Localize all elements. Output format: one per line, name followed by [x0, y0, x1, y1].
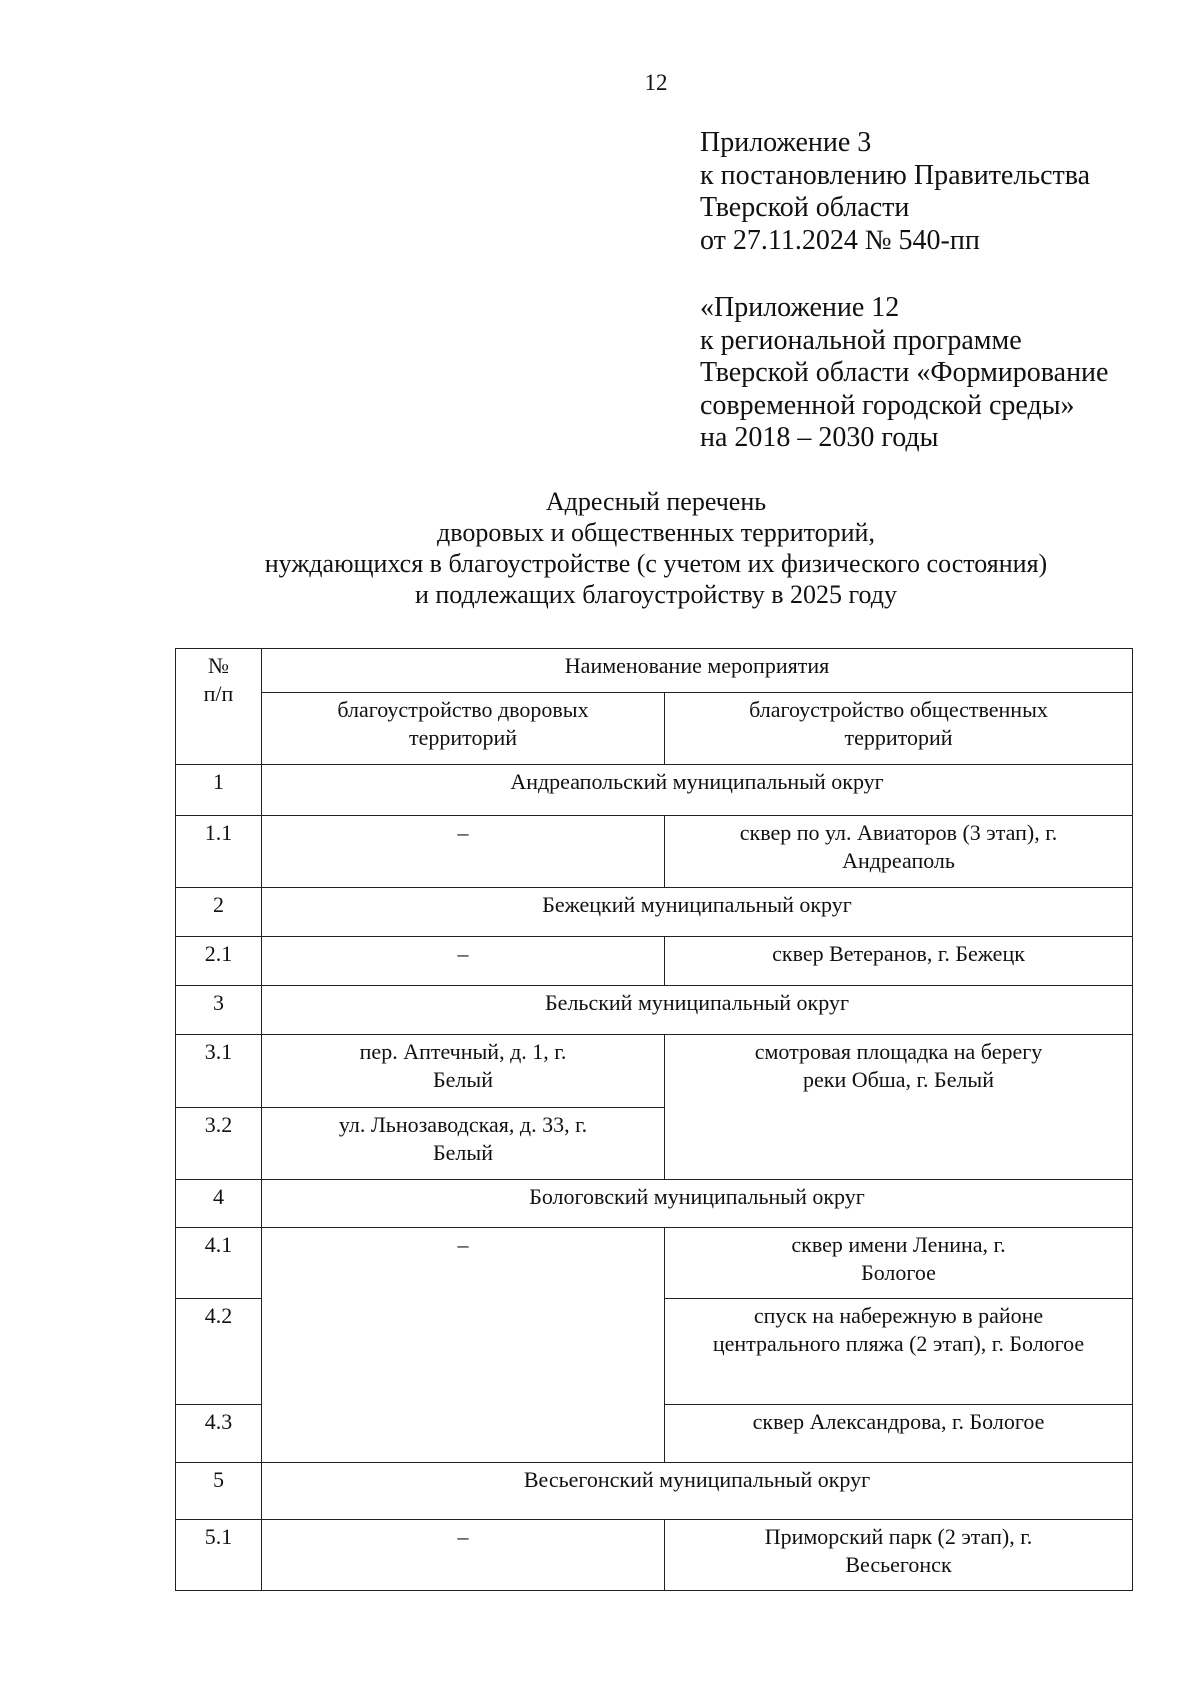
row-number: 1.1	[176, 816, 262, 888]
header-number-label: № п/п	[203, 653, 234, 706]
header-public-label: благоустройство общественных территорий	[749, 697, 1048, 750]
district-number: 3	[176, 986, 262, 1035]
district-name: Бежецкий муниципальный округ	[262, 888, 1133, 937]
title-line: Адресный перечень	[545, 487, 767, 516]
table-row	[176, 1035, 1133, 1108]
district-row	[176, 765, 1133, 816]
district-number: 5	[176, 1463, 262, 1520]
public-cell-text: спуск на набережную в районе центрального пляжа (2 этап), г. Бологое	[712, 1303, 1085, 1356]
table-row	[176, 937, 1133, 986]
district-number: 2	[176, 888, 262, 937]
header-number-cell	[176, 649, 262, 765]
appendix-quote-line: «Приложение 12	[700, 292, 900, 323]
public-cell	[665, 816, 1133, 888]
header-public-cell	[665, 693, 1133, 765]
district-name: Андреапольский муниципальный округ	[262, 765, 1133, 816]
public-cell-text: сквер имени Ленина, г. Бологое	[791, 1232, 1006, 1285]
row-number: 2.1	[176, 937, 262, 986]
table-row	[176, 816, 1133, 888]
row-number: 3.1	[176, 1035, 262, 1108]
appendix-quote	[700, 292, 1170, 455]
yard-cell-text: пер. Аптечный, д. 1, г. Белый	[359, 1039, 567, 1092]
row-number: 4.3	[176, 1405, 262, 1463]
table-header-row	[176, 649, 1133, 693]
table-row	[176, 1520, 1133, 1591]
appendix-header-line: Тверской области	[700, 192, 910, 223]
title-line: дворовых и общественных территорий,	[437, 518, 875, 547]
district-name: Бельский муниципальный округ	[262, 986, 1133, 1035]
measures-table	[175, 648, 1133, 1591]
row-number: 5.1	[176, 1520, 262, 1591]
yard-cell: –	[262, 1228, 665, 1463]
district-row	[176, 888, 1133, 937]
header-group-cell: Наименование мероприятия	[262, 649, 1133, 693]
public-cell-text: сквер по ул. Авиаторов (3 этап), г. Андреаполь	[739, 820, 1058, 873]
public-cell	[665, 1035, 1133, 1180]
public-cell-text: Приморский парк (2 этап), г. Весьегонск	[764, 1524, 1033, 1577]
appendix-header-line: к постановлению Правительства	[700, 159, 1091, 191]
public-cell: сквер Александрова, г. Бологое	[665, 1405, 1133, 1463]
district-name: Весьегонский муниципальный округ	[262, 1463, 1133, 1520]
header-yard-label: благоустройство дворовых территорий	[337, 697, 589, 750]
appendix-quote-line: к региональной программе	[700, 324, 1022, 356]
district-row	[176, 1180, 1133, 1228]
district-row	[176, 986, 1133, 1035]
public-cell: сквер Ветеранов, г. Бежецк	[665, 937, 1133, 986]
yard-cell-text: ул. Льнозаводская, д. 33, г. Белый	[338, 1112, 588, 1165]
district-row	[176, 1463, 1133, 1520]
title-line: и подлежащих благоустройству в 2025 году	[414, 580, 898, 609]
public-cell-text: смотровая площадка на берегу реки Обша, г. Белый	[754, 1039, 1043, 1092]
district-number: 4	[176, 1180, 262, 1228]
row-number: 3.2	[176, 1108, 262, 1180]
document-title	[0, 486, 1200, 610]
page-number: 12	[644, 70, 668, 95]
appendix-header-line: Приложение 3	[700, 127, 872, 158]
table-header-subrow	[176, 693, 1133, 765]
table-row	[176, 1228, 1133, 1299]
yard-cell	[262, 1108, 665, 1180]
public-cell	[665, 1228, 1133, 1299]
district-number: 1	[176, 765, 262, 816]
public-cell	[665, 1520, 1133, 1591]
appendix-quote-line: современной городской среды»	[700, 389, 1075, 421]
yard-cell	[262, 1035, 665, 1108]
appendix-header-line: от 27.11.2024 № 540-пп	[700, 224, 980, 256]
yard-cell: –	[262, 816, 665, 888]
yard-cell: –	[262, 937, 665, 986]
public-cell	[665, 1299, 1133, 1405]
appendix-quote-line: на 2018 – 2030 годы	[700, 422, 939, 453]
district-name: Бологовский муниципальный округ	[262, 1180, 1133, 1228]
title-line: нуждающихся в благоустройстве (с учетом их физического состояния)	[264, 549, 1048, 578]
header-yard-cell	[262, 693, 665, 765]
appendix-quote-line: Тверской области «Формирование	[700, 357, 1109, 388]
appendix-header	[700, 127, 1170, 257]
row-number: 4.2	[176, 1299, 262, 1405]
row-number: 4.1	[176, 1228, 262, 1299]
yard-cell: –	[262, 1520, 665, 1591]
